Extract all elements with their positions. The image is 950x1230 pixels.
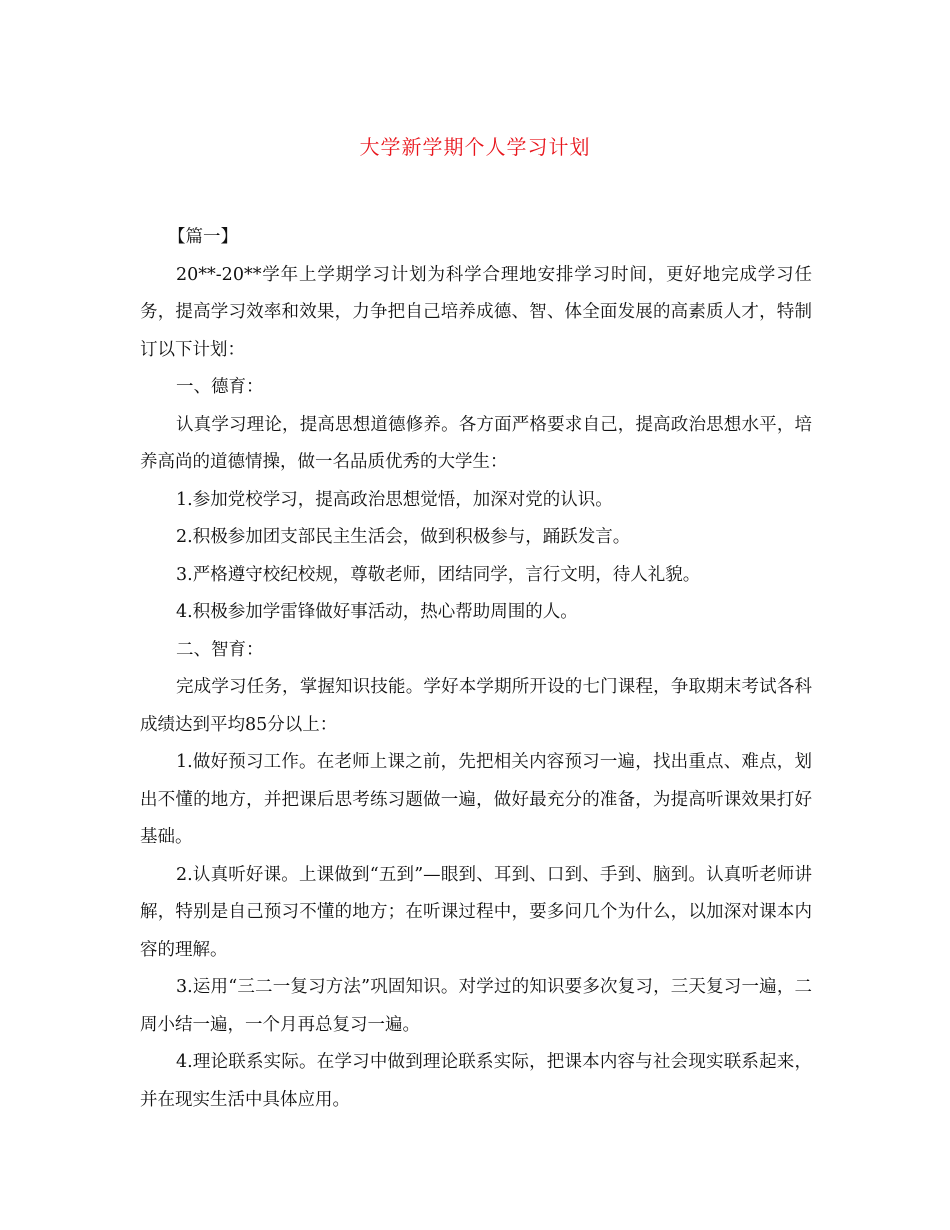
moral-item-4: 4.积极参加学雷锋做好事活动，热心帮助周围的人。 [176,602,578,622]
moral-item-2: 2.积极参加团支部民主生活会，做到积极参与，踊跃发言。 [176,527,631,547]
document-title: 大学新学期个人学习计划 [359,135,591,159]
section-heading-intellectual: 二、智育： [176,639,264,660]
intellectual-paragraph: 完成学习任务，掌握知识技能。学好本学期所开设的七门课程，争取期末考试各科成绩达到平均85分以上： [140,677,812,735]
intellectual-item-3: 3.运用“三二一复习方法”巩固知识。对学过的知识要多次复习，三天复习一遍，二周小结一遍，一个月再总复习一遍。 [140,977,812,1035]
moral-item-1: 1.参加党校学习，提高政治思想觉悟，加深对党的认识。 [176,489,613,510]
intro-paragraph: 20**-20**学年上学期学习计划为科学合理地安排学习时间，更好地完成学习任务，提高学习效率和效果，力争把自己培养成德、智、体全面发展的高素质人才，特制订以下计划： [140,264,812,360]
document-body [140,219,812,1119]
section-heading-moral: 一、德育： [176,377,264,397]
section-marker: 【篇一】 [168,227,238,247]
intellectual-item-1: 1.做好预习工作。在老师上课之前，先把相关内容预习一遍，找出重点、难点，划出不懂的地方，并把课后思考练习题做一遍，做好最充分的准备，为提高听课效果打好基础。 [140,752,812,847]
moral-item-3: 3.严格遵守校纪校规，尊敬老师，团结同学，言行文明，待人礼貌。 [176,564,701,585]
intellectual-item-4: 4.理论联系实际。在学习中做到理论联系实际，把课本内容与社会现实联系起来，并在现实生活中具体应用。 [140,1052,812,1110]
moral-paragraph: 认真学习理论，提高思想道德修养。各方面严格要求自己，提高政治思想水平，培养高尚的道德情操，做一名品质优秀的大学生： [140,414,812,472]
intellectual-item-2: 2.认真听好课。上课做到“五到”—眼到、耳到、口到、手到、脑到。认真听老师讲解，特别是自己预习不懂的地方；在听课过程中，要多问几个为什么，以加深对课本内容的理解。 [140,864,812,960]
